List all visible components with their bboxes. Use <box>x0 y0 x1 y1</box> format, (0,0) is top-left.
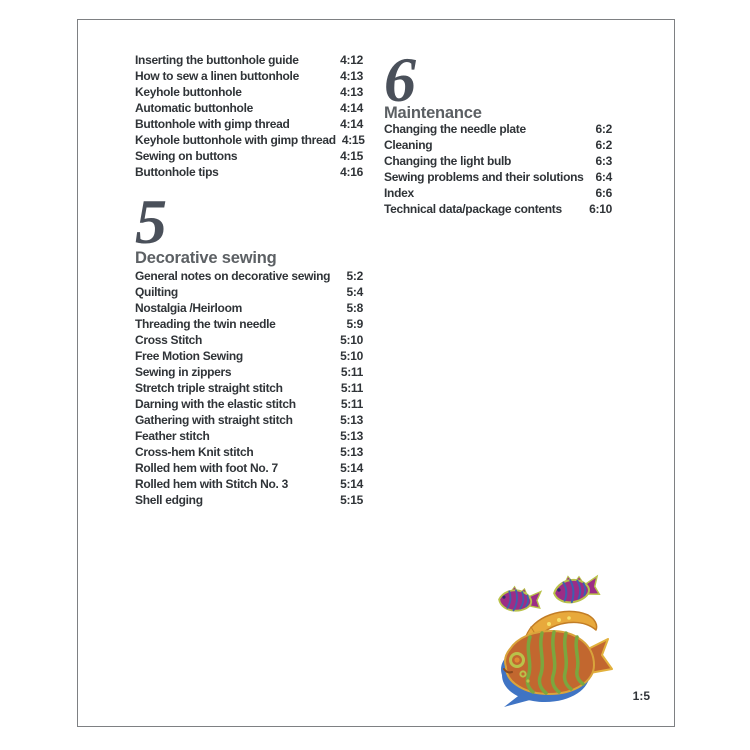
toc-entry-label: Cross-hem Knit stitch <box>135 445 254 459</box>
toc-entry-label: Rolled hem with foot No. 7 <box>135 461 278 475</box>
fish-illustration <box>498 573 620 713</box>
toc-entry-page: 4:12 <box>340 53 363 67</box>
toc-entry <box>135 165 363 181</box>
toc-entry <box>384 186 612 202</box>
toc-entry <box>384 122 612 138</box>
toc-entry-page: 6:6 <box>595 186 612 200</box>
toc-entry <box>135 429 363 445</box>
toc-entry-label: Inserting the buttonhole guide <box>135 53 299 67</box>
toc-entry <box>135 101 363 117</box>
toc-entry <box>135 317 363 333</box>
toc-entry-label: Feather stitch <box>135 429 210 443</box>
toc-entry-label: How to sew a linen buttonhole <box>135 69 299 83</box>
toc-entry-page: 6:10 <box>589 202 612 216</box>
toc-entry-label: Gathering with straight stitch <box>135 413 293 427</box>
crest-dot <box>547 622 551 626</box>
embroidered-fish-icon <box>498 573 620 713</box>
toc-entry <box>135 117 363 133</box>
toc-entry-page: 4:14 <box>340 101 363 115</box>
toc-entry-page: 5:2 <box>346 269 363 283</box>
toc-entry <box>135 53 363 69</box>
toc-entry-page: 6:4 <box>595 170 612 184</box>
toc-entry-page: 5:14 <box>340 477 363 491</box>
toc-entry <box>135 149 363 165</box>
toc-entry-label: Stretch triple straight stitch <box>135 381 283 395</box>
big-fish-eye <box>514 657 519 662</box>
toc-entry-label: Quilting <box>135 285 178 299</box>
toc-entry-page: 6:2 <box>595 138 612 152</box>
toc-entry-label: Darning with the elastic stitch <box>135 397 296 411</box>
toc-entry <box>135 133 363 149</box>
toc-entry <box>135 85 363 101</box>
toc-entry <box>135 285 363 301</box>
toc-entry-label: Changing the light bulb <box>384 154 512 168</box>
toc-entry-page: 4:14 <box>340 117 363 131</box>
toc-entry <box>135 333 363 349</box>
toc-entry <box>384 170 612 186</box>
toc-entry-label: Changing the needle plate <box>384 122 526 136</box>
toc-entry <box>135 365 363 381</box>
toc-entry-page: 4:13 <box>340 85 363 99</box>
toc-entry-page: 4:15 <box>341 133 365 147</box>
toc-entry <box>384 154 612 170</box>
toc-entry <box>384 202 612 218</box>
toc-entry-label: Nostalgia /Heirloom <box>135 301 242 315</box>
toc-entry <box>135 461 363 477</box>
toc-entry <box>135 269 363 285</box>
big-fish-spot <box>526 679 529 682</box>
section-heading-maintenance: Maintenance <box>384 104 482 122</box>
page-number: 1:5 <box>632 689 650 703</box>
toc-entry-label: Sewing problems and their solutions <box>384 170 584 184</box>
toc-entry <box>135 477 363 493</box>
toc-entry-label: Index <box>384 186 414 200</box>
toc-entry-label: Threading the twin needle <box>135 317 276 331</box>
toc-entry <box>135 301 363 317</box>
toc-entry-page: 5:11 <box>340 381 363 395</box>
toc-entry-page: 6:3 <box>595 154 612 168</box>
toc-entry <box>135 493 363 509</box>
toc-entry-label: Technical data/package contents <box>384 202 562 216</box>
big-fish-icon <box>501 611 612 707</box>
toc-entry-label: Cleaning <box>384 138 433 152</box>
toc-entry-label: Buttonhole with gimp thread <box>135 117 290 131</box>
manual-page <box>77 19 675 727</box>
small-fish-right-icon <box>553 574 600 603</box>
toc-entry-label: Keyhole buttonhole <box>135 85 242 99</box>
toc-entry-label: Automatic buttonhole <box>135 101 253 115</box>
toc-section-maintenance <box>384 122 612 218</box>
toc-entry-label: Sewing on buttons <box>135 149 238 163</box>
crest-dot <box>557 618 561 622</box>
toc-entry-page: 4:15 <box>340 149 363 163</box>
toc-entry <box>135 413 363 429</box>
toc-entry <box>135 69 363 85</box>
toc-entry-label: Buttonhole tips <box>135 165 219 179</box>
toc-entry-page: 5:14 <box>340 461 363 475</box>
toc-entry-page: 5:10 <box>340 333 363 347</box>
toc-section-decorative-sewing <box>135 269 363 509</box>
toc-entry <box>384 138 612 154</box>
toc-entry-page: 5:11 <box>340 365 363 379</box>
toc-entry-page: 5:8 <box>346 301 363 315</box>
section-heading-decorative-sewing: Decorative sewing <box>135 249 277 267</box>
toc-entry-label: Cross Stitch <box>135 333 203 347</box>
toc-entry-label: Free Motion Sewing <box>135 349 243 363</box>
big-fish-body <box>505 631 594 694</box>
toc-entry-label: Keyhole buttonhole with gimp thread <box>135 133 336 147</box>
toc-entry <box>135 445 363 461</box>
toc-entry-page: 5:13 <box>340 413 363 427</box>
crest-dot <box>567 616 571 620</box>
chapter-numeral-5: 5 <box>135 186 167 257</box>
toc-entry <box>135 349 363 365</box>
toc-entry-page: 5:13 <box>340 429 363 443</box>
toc-entry-page: 5:4 <box>346 285 363 299</box>
toc-entry <box>135 397 363 413</box>
toc-entry-page: 5:9 <box>346 317 363 331</box>
toc-entry <box>135 381 363 397</box>
toc-entry-label: Shell edging <box>135 493 203 507</box>
toc-entry-page: 4:16 <box>340 165 363 179</box>
toc-entry-page: 6:2 <box>595 122 612 136</box>
small-fish-left-icon <box>498 585 542 614</box>
toc-entry-label: Rolled hem with Stitch No. 3 <box>135 477 288 491</box>
toc-entry-page: 5:10 <box>340 349 363 363</box>
toc-entry-page: 5:15 <box>340 493 363 507</box>
toc-entry-page: 5:11 <box>340 397 363 411</box>
toc-section-buttonholes <box>135 53 363 181</box>
toc-entry-page: 5:13 <box>340 445 363 459</box>
toc-entry-label: Sewing in zippers <box>135 365 232 379</box>
toc-entry-page: 4:13 <box>340 69 363 83</box>
chapter-numeral-6: 6 <box>384 44 416 115</box>
toc-entry-label: General notes on decorative sewing <box>135 269 331 283</box>
